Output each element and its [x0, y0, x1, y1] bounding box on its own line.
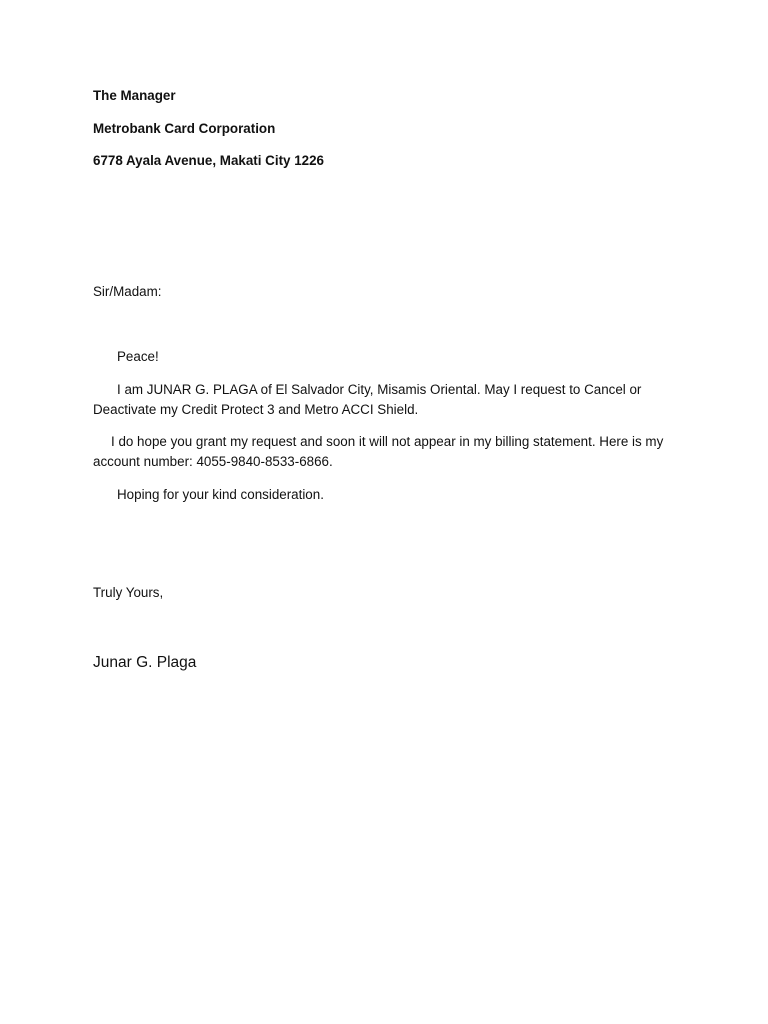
recipient-company: Metrobank Card Corporation: [93, 121, 276, 136]
body-paragraph-2: I do hope you grant my request and soon it will not appear in my billing statement. Here is my account number: 4055-9840-8533-6866.: [93, 434, 664, 469]
salutation: Sir/Madam:: [93, 284, 162, 299]
body-paragraph-3: Hoping for your kind consideration.: [117, 487, 324, 502]
greeting: Peace!: [117, 349, 159, 364]
signature-name: Junar G. Plaga: [93, 654, 197, 671]
recipient-address: 6778 Ayala Avenue, Makati City 1226: [93, 153, 324, 168]
closing: Truly Yours,: [93, 585, 164, 600]
recipient-title: The Manager: [93, 88, 176, 103]
body-paragraph-1: I am JUNAR G. PLAGA of El Salvador City, Misamis Oriental. May I request to Cancel or Deactivate my Credit Protect 3 and Metro ACCI Shield.: [93, 382, 642, 417]
